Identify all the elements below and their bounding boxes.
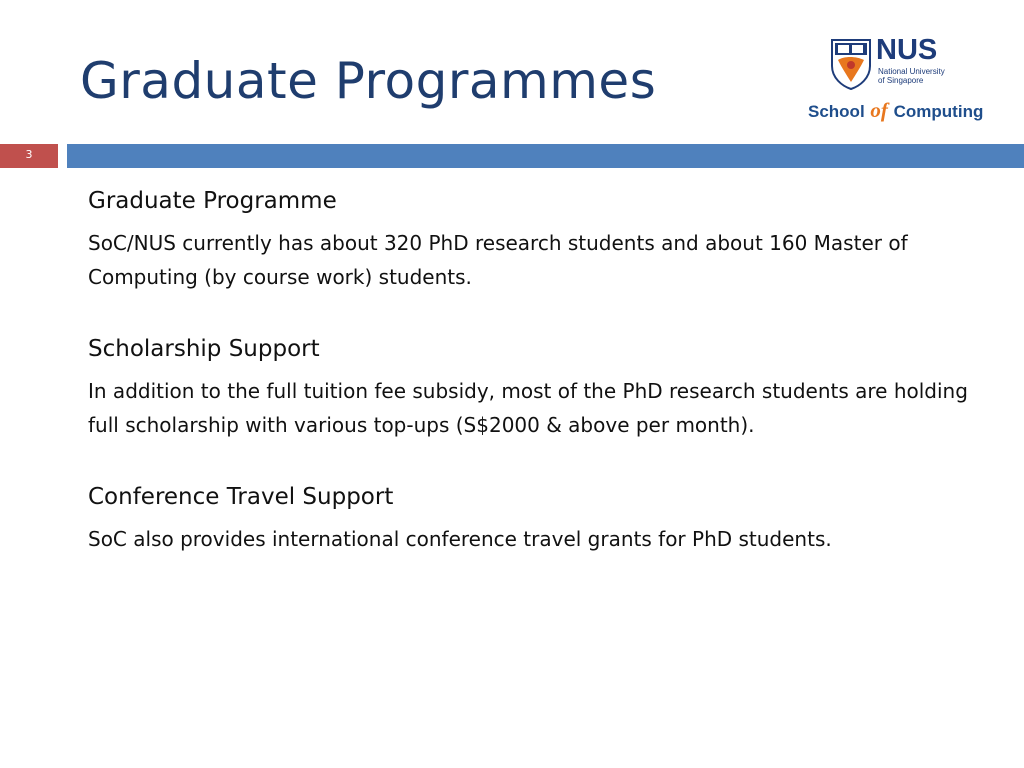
section-graduate-programme xyxy=(88,188,988,294)
school-prefix: School xyxy=(808,102,865,121)
nus-crest-icon xyxy=(830,38,872,90)
section-text: In addition to the full tuition fee subsidy, most of the PhD research students are holding full scholarship with various top-ups (S$2000 & above per month). xyxy=(88,379,968,437)
section-conference-travel-support xyxy=(88,484,988,556)
nus-university-name xyxy=(878,67,978,85)
header-divider-bar xyxy=(67,144,1024,168)
section-text: SoC/NUS currently has about 320 PhD research students and about 160 Master of Computing (by course work) students. xyxy=(88,231,908,289)
slide-number: 3 xyxy=(25,148,33,161)
nus-brand: NUS xyxy=(876,34,938,66)
section-heading: Scholarship Support xyxy=(88,336,320,362)
school-of: of xyxy=(870,98,888,122)
nus-soc-logo xyxy=(808,34,986,124)
slide-number-badge xyxy=(0,144,58,168)
section-text: SoC also provides international conference travel grants for PhD students. xyxy=(88,527,832,551)
section-heading: Graduate Programme xyxy=(88,188,337,214)
slide-title: Graduate Programmes xyxy=(80,52,657,110)
university-line-2: of Singapore xyxy=(878,76,924,85)
school-of-computing xyxy=(808,98,983,123)
section-heading: Conference Travel Support xyxy=(88,484,394,510)
school-suffix: Computing xyxy=(893,102,984,121)
section-scholarship-support xyxy=(88,336,988,442)
university-line-1: National University xyxy=(878,67,945,76)
slide-body xyxy=(88,188,988,598)
